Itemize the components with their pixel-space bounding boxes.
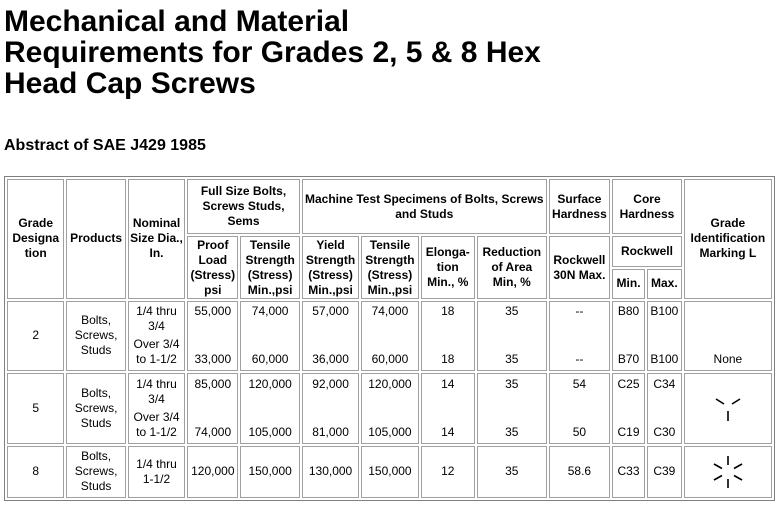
size-cell: 1/4 thru 1-1/2 — [128, 446, 185, 498]
header-core-max: Max. — [647, 269, 682, 299]
products-cell: Bolts, Screws, Studs — [66, 446, 125, 498]
header-machine-test: Machine Test Specimens of Bolts, Screws and Studs — [302, 179, 547, 234]
header-yield: Yield Strength (Stress) Min.,psi — [302, 236, 359, 298]
header-proof-load: Proof Load (Stress) psi — [187, 236, 238, 298]
header-full-size: Full Size Bolts, Screws Studs, Sems — [187, 179, 300, 234]
marking-cell — [684, 446, 772, 498]
yield-cell: 130,000 — [302, 446, 359, 498]
six-radial-lines-icon — [708, 452, 748, 492]
products-cell: Bolts, Screws, Studs — [66, 373, 125, 443]
header-tensile-full: Tensile Strength (Stress) Min.,psi — [240, 236, 299, 298]
proof-cell: 85,000 74,000 — [187, 373, 238, 443]
products-cell: Bolts, Screws, Studs — [66, 301, 125, 371]
header-tensile-mt: Tensile Strength (Stress) Min.,psi — [361, 236, 418, 298]
header-core-hardness: Core Hardness — [612, 179, 682, 234]
header-rockwell-30n: Rockwell 30N Max. — [549, 236, 610, 298]
requirements-table — [4, 176, 775, 501]
table-row — [7, 301, 772, 371]
header-elongation: Elonga- tion Min., % — [421, 236, 475, 298]
grade-cell: 8 — [7, 446, 64, 498]
size-cell: 1/4 thru 3/4 Over 3/4 to 1-1/2 — [128, 301, 185, 371]
core-min-cell: B80 B70 — [612, 301, 645, 371]
header-surface-hardness: Surface Hardness — [549, 179, 610, 234]
header-products: Products — [66, 179, 125, 299]
reduction-cell: 35 35 — [477, 301, 547, 371]
size-cell: 1/4 thru 3/4 Over 3/4 to 1-1/2 — [128, 373, 185, 443]
marking-cell: None — [684, 301, 772, 371]
elongation-cell: 12 — [421, 446, 475, 498]
header-grade: Grade Designa tion — [7, 179, 64, 299]
proof-cell: 120,000 — [187, 446, 238, 498]
header-core-min: Min. — [612, 269, 645, 299]
core-min-cell: C33 — [612, 446, 645, 498]
grade-cell: 5 — [7, 373, 64, 443]
tensile-full-cell: 74,000 60,000 — [240, 301, 299, 371]
proof-cell: 55,000 33,000 — [187, 301, 238, 371]
elongation-cell: 14 14 — [421, 373, 475, 443]
grade-cell: 2 — [7, 301, 64, 371]
core-max-cell: B100 B100 — [647, 301, 682, 371]
reduction-cell: 35 — [477, 446, 547, 498]
surface-cell: 58.6 — [549, 446, 610, 498]
tensile-full-cell: 150,000 — [240, 446, 299, 498]
header-reduction: Reduction of Area Min, % — [477, 236, 547, 298]
surface-cell: 54 50 — [549, 373, 610, 443]
core-min-cell: C25 C19 — [612, 373, 645, 443]
elongation-cell: 18 18 — [421, 301, 475, 371]
reduction-cell: 35 35 — [477, 373, 547, 443]
marking-cell — [684, 373, 772, 443]
page-title: Mechanical and Material Requirements for Grades 2, 5 & 8 Hex Head Cap Screws — [4, 5, 541, 100]
header-nominal-size: Nominal Size Dia., In. — [128, 179, 185, 299]
tensile-full-cell: 120,000 105,000 — [240, 373, 299, 443]
tensile-mt-cell: 150,000 — [361, 446, 418, 498]
header-rockwell: Rockwell — [612, 236, 682, 266]
surface-cell: -- -- — [549, 301, 610, 371]
three-radial-lines-icon — [708, 391, 748, 425]
table-row — [7, 373, 772, 443]
yield-cell: 92,000 81,000 — [302, 373, 359, 443]
core-max-cell: C39 — [647, 446, 682, 498]
table-row — [7, 446, 772, 498]
header-marking: Grade Identification Marking L — [684, 179, 772, 299]
yield-cell: 57,000 36,000 — [302, 301, 359, 371]
tensile-mt-cell: 74,000 60,000 — [361, 301, 418, 371]
core-max-cell: C34 C30 — [647, 373, 682, 443]
page-subtitle: Abstract of SAE J429 1985 — [4, 137, 206, 154]
tensile-mt-cell: 120,000 105,000 — [361, 373, 418, 443]
